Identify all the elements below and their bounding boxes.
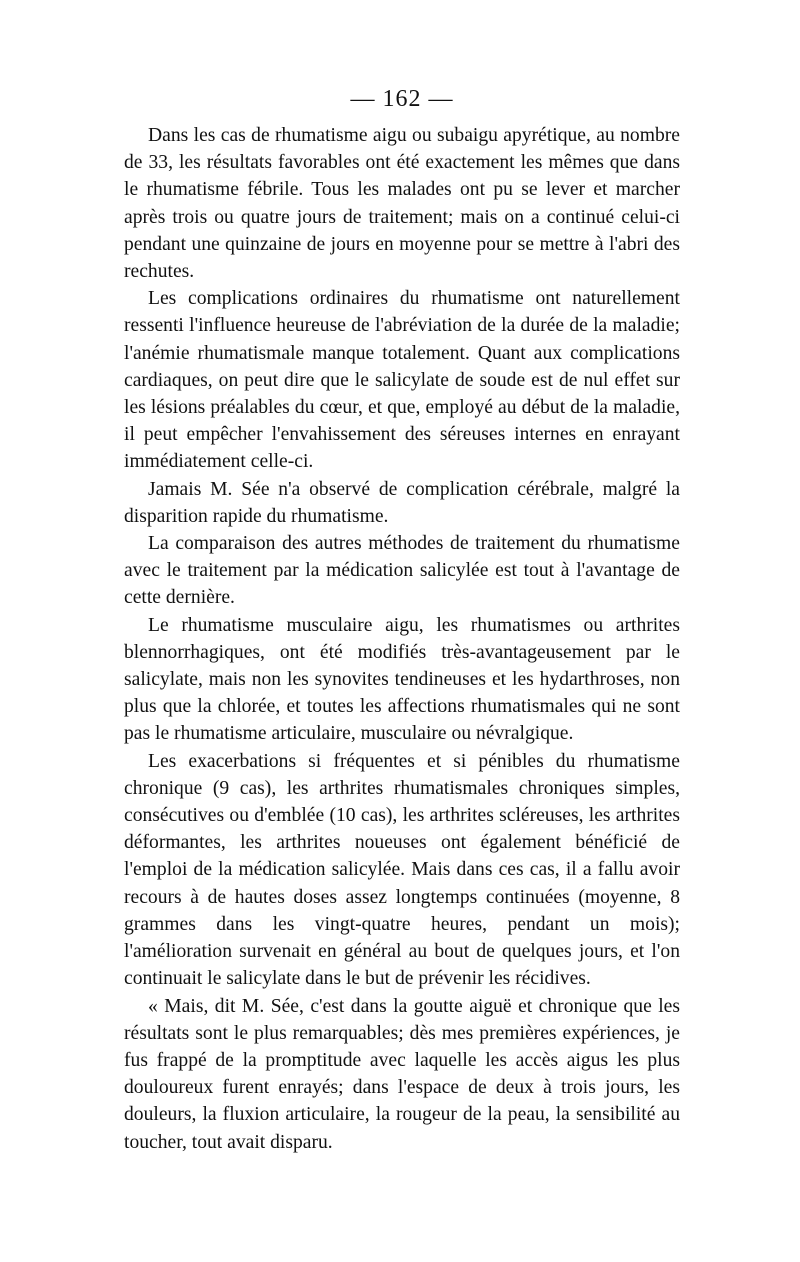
book-page [124, 84, 680, 1156]
paragraph-rhumatisme-musculaire: Le rhumatisme musculaire aigu, les rhumatismes ou arthrites blennorrhagiques, ont été modifiés très-avantageusement par le salicylate, mais non les synovites tendineuses et les hydarthroses, non plus que la chlorée, et toutes les affections rhumatismales qui ne sont pas le rhumatisme articulaire, musculaire ou névralgique. [124, 614, 680, 745]
paragraph-comparaison: La comparaison des autres méthodes de traitement du rhumatisme avec le traitement par la médication salicylée est tout à l'avantage de cette dernière. [124, 533, 680, 609]
page-number: — 162 — [350, 86, 454, 112]
paragraph-rhumatisme-apyretique: Dans les cas de rhumatisme aigu ou subaigu apyrétique, au nombre de 33, les résultats favorables ont été exactement les mêmes que dans le rhumatisme fébrile. Tous les malades ont pu se lever et marcher après trois ou quatre jours de traitement; mais on a continué celui-ci pendant une quinzaine de jours en moyenne pour se mettre à l'abri des rechutes. [124, 125, 680, 283]
paragraph-exacerbations: Les exacerbations si fréquentes et si pénibles du rhumatisme chronique (9 cas), les arthrites rhumatismales chroniques simples, consécutives ou d'emblée (10 cas), les arthrites scléreuses, les arthrites déformantes, les arthrites noueuses ont également bénéficié de l'emploi de la médication salicylée. Mais dans ces cas, il a fallu avoir recours à de hautes doses assez longtemps continuées (moyenne, 8 grammes dans les vingt-quatre heures, pendant un mois); l'amélioration survenait en général au bout de quelques jours, et l'on continuait le salicylate dans le but de prévenir les récidives. [124, 750, 680, 990]
paragraph-goutte: « Mais, dit M. Sée, c'est dans la goutte aiguë et chronique que les résultats sont le plus remarquables; dès mes premières expériences, je fus frappé de la promptitude avec laquelle les accès aigus les plus douloureux furent enrayés; dans l'espace de deux à trois jours, les douleurs, la fluxion articulaire, la rougeur de la peau, la sensibilité au toucher, tout avait disparu. [124, 995, 680, 1153]
paragraph-complications: Les complications ordinaires du rhumatisme ont naturellement ressenti l'influence heureuse de l'abréviation de la durée de la maladie; l'anémie rhumatismale manque totalement. Quant aux complications cardiaques, on peut dire que le salicylate de soude est de nul effet sur les lésions préalables du cœur, et que, employé au début de la maladie, il peut empêcher l'envahissement des séreuses internes en enrayant immédiatement celle-ci. [124, 288, 680, 473]
paragraph-complication-cerebrale: Jamais M. Sée n'a observé de complication cérébrale, malgré la disparition rapide du rhumatisme. [124, 478, 680, 527]
